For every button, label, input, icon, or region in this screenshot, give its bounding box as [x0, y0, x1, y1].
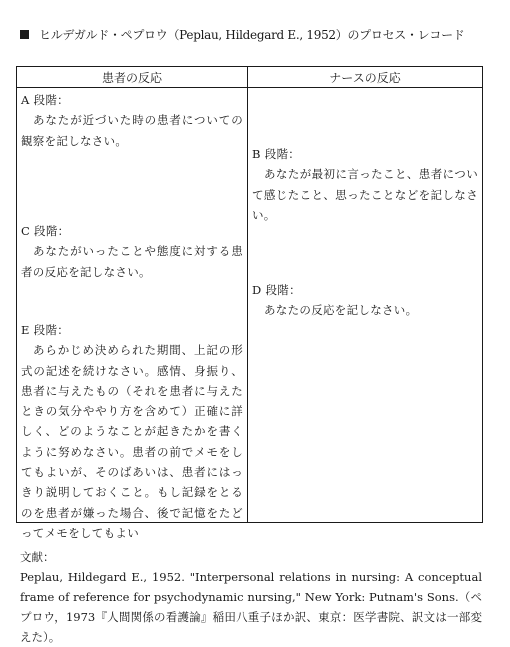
- references-text: Peplau, Hildegard E., 1952. "Interpersonal relations in nursing: A conceptual frame of reference for psychodynamic nursing," New York: Putnam's Sons.（ペプロウ，1973『人間関係の看護論』稲田八重子ほか訳、東京：医学書院、訳文は一部変えた）。: [20, 570, 482, 644]
- stage-d-label: D 段階：: [252, 283, 301, 297]
- table-row: [17, 88, 483, 523]
- stage-a-label: A 段階：: [21, 93, 69, 107]
- document-title: [20, 26, 490, 44]
- stage-a-text: あなたが近づいた時の患者についての観察を記しなさい。: [21, 113, 243, 148]
- stage-e-label: E 段階：: [21, 323, 70, 337]
- nurse-column-cell: [248, 88, 483, 523]
- stage-c-text: あなたがいったことや態度に対する患者の反応を記しなさい。: [21, 244, 243, 279]
- stage-d-text: あなたの反応を記しなさい。: [264, 303, 418, 318]
- stage-d-block: [252, 280, 478, 321]
- references-section: [20, 547, 482, 647]
- stage-b-label: B 段階：: [252, 147, 301, 161]
- patient-column-cell: [17, 88, 248, 540]
- stage-c-block: [21, 221, 243, 282]
- header-nurse-response: ナースの反応: [248, 67, 483, 88]
- stage-c-label: C 段階：: [21, 224, 70, 238]
- header-patient-response: 患者の反応: [17, 67, 248, 88]
- stage-b-block: [252, 144, 478, 225]
- table-header-row: [17, 67, 483, 88]
- black-square-icon: [20, 30, 29, 39]
- stage-b-text: あなたが最初に言ったこと、患者について感じたこと、思ったことなどを記しなさい。: [252, 167, 478, 222]
- stage-e-block: [21, 320, 243, 543]
- title-text: ヒルデガルド・ペプロウ（Peplau, Hildegard E., 1952）のプロセス・レコード: [39, 28, 465, 42]
- process-record-table: [16, 66, 483, 540]
- references-heading: 文献：: [20, 550, 55, 564]
- stage-e-text: あらかじめ決められた期間、上記の形式の記述を続けなさい。感情、身振り、患者に与えたもの（それを患者に与えたときの気分ややり方を含めて）正確に詳しく、どのようなことが起きたかを書くように努めなさい。患者の前でメモをしてもよいが、そのばあいは、患者にはっきり説明しておくこと。もし記録をとるのを患者が嫌った場合、後で記憶をたどってメモをしてもよい: [21, 343, 243, 540]
- stage-a-block: [21, 90, 243, 151]
